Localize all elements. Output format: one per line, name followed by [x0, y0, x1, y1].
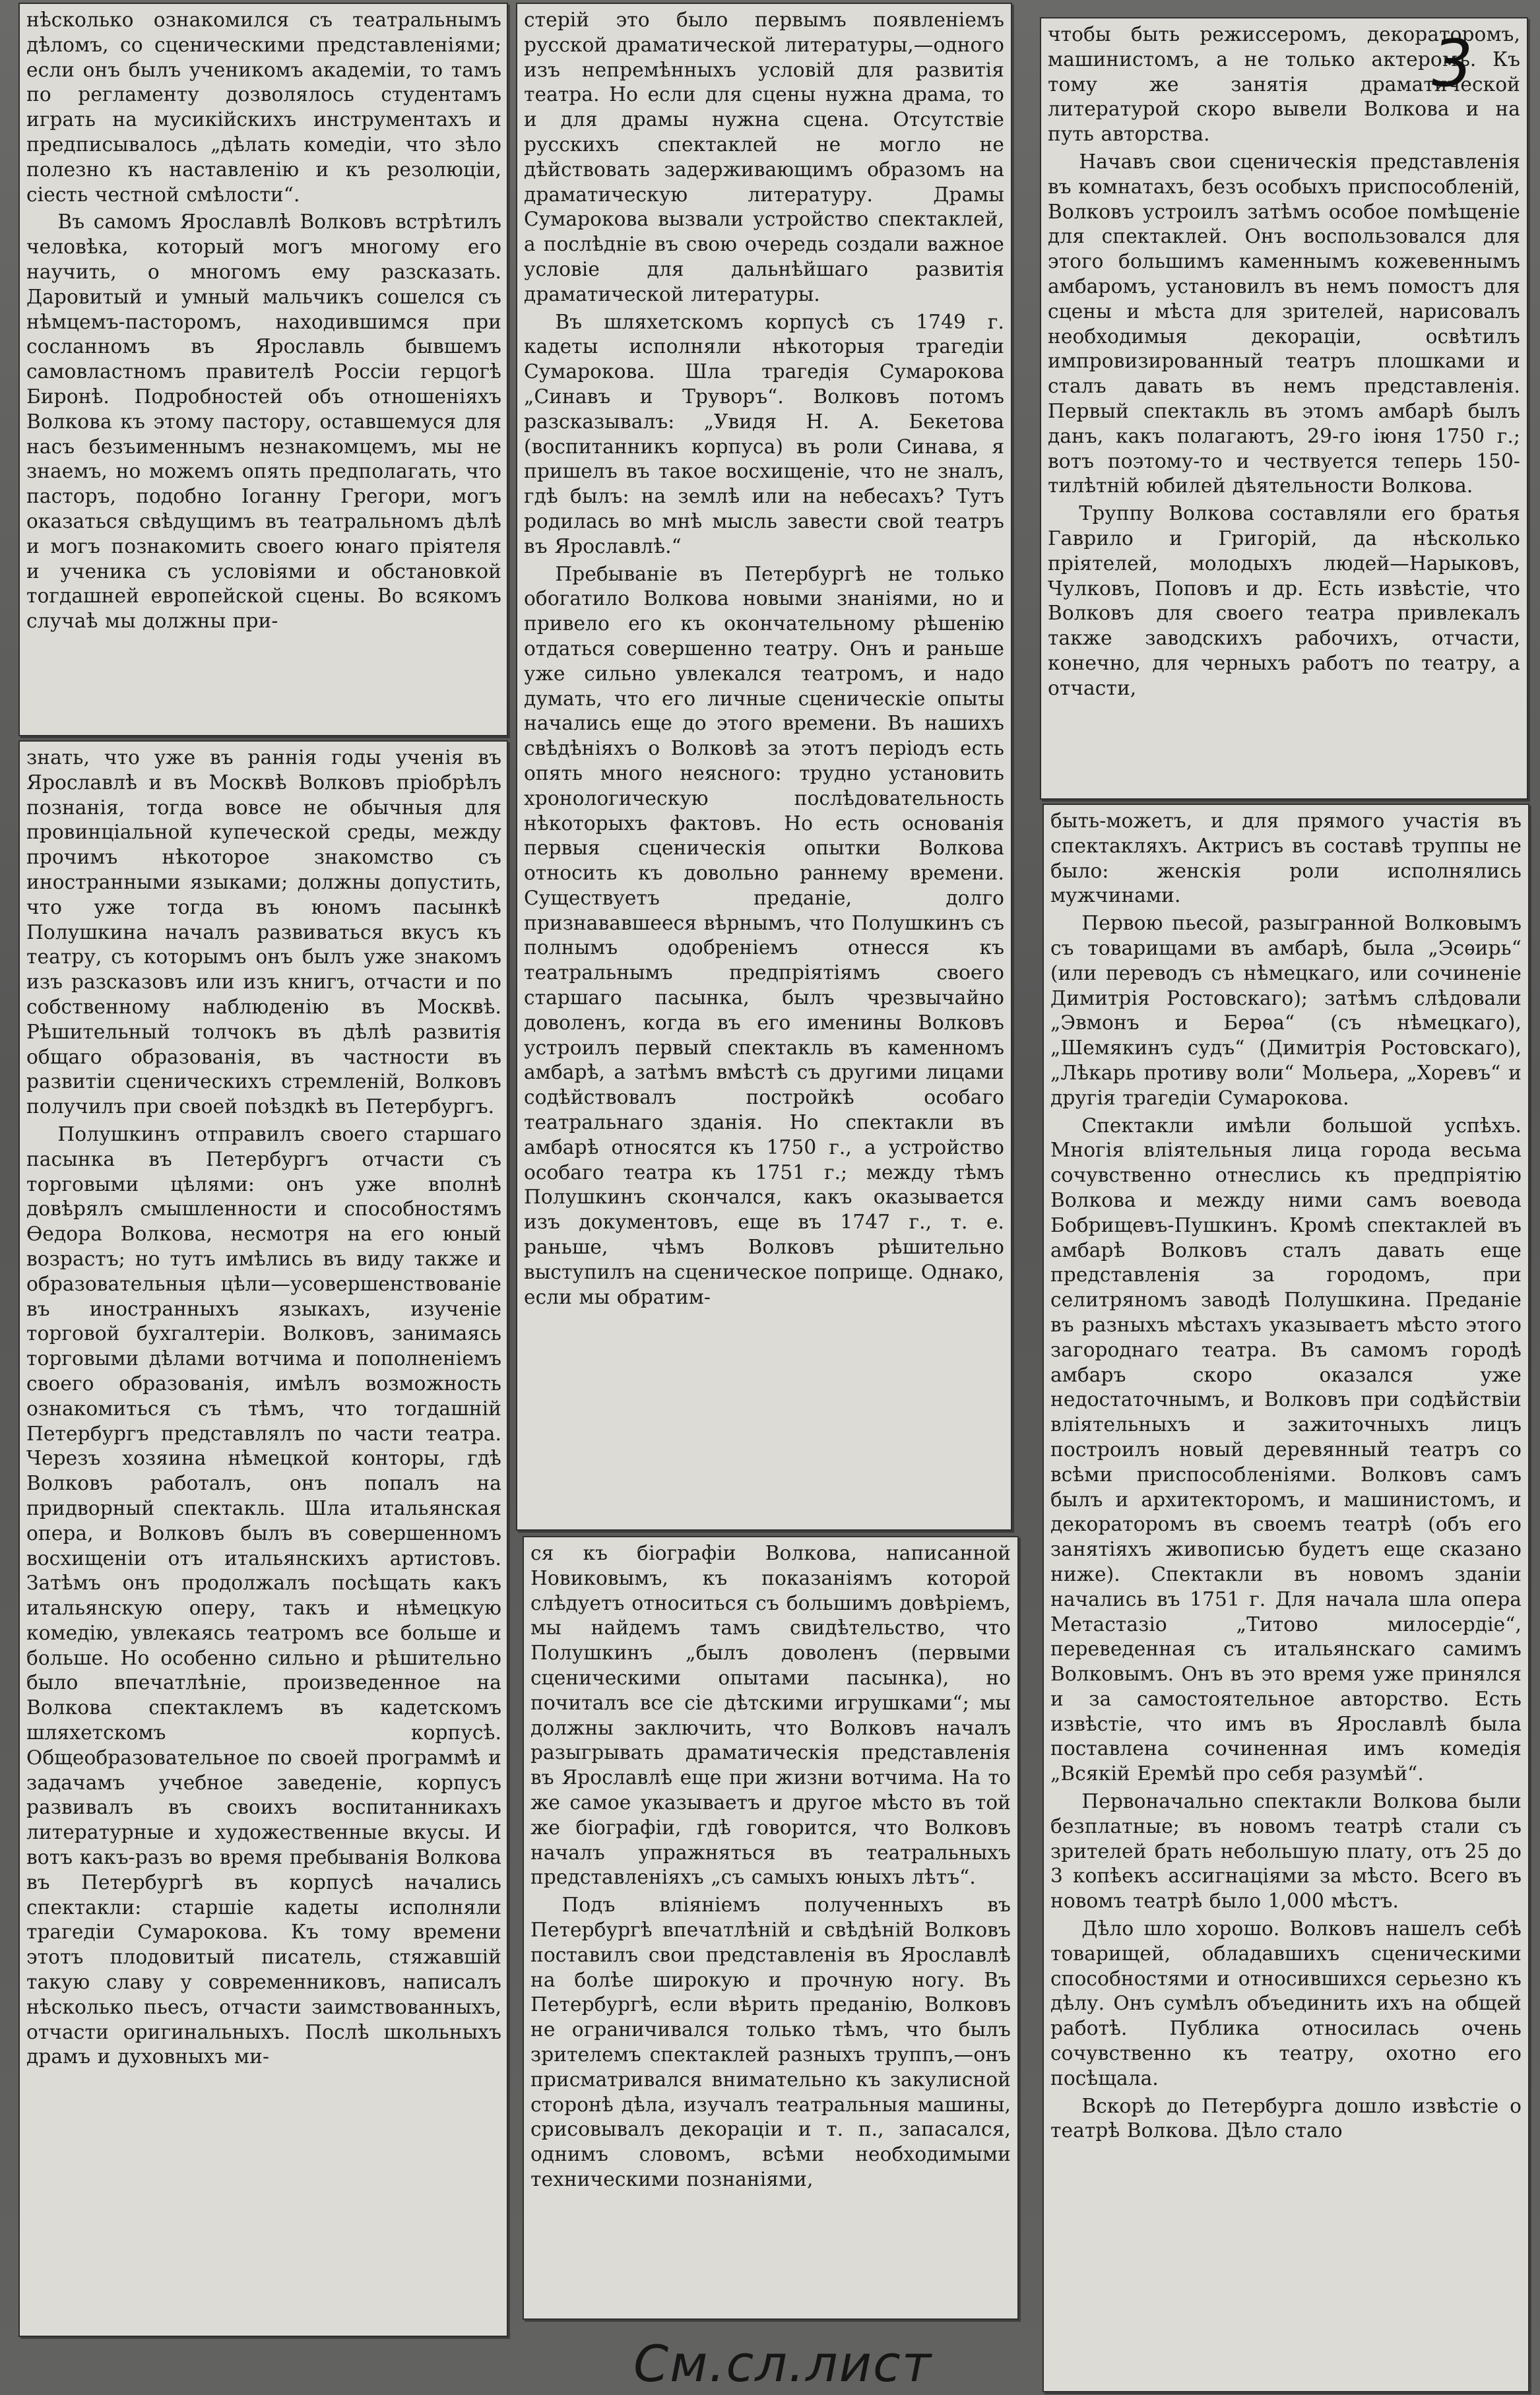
paragraph: Пребываніе въ Петербургѣ не только обогатило Волкова новыми знаніями, но и привело его къ окончательному рѣшенію отдаться совершенно театру. Онъ и раньше уже сильно увлекался театромъ, и надо думать, что его личные сценическіе опыты начались еще до этого времени. Въ нашихъ свѣдѣніяхъ о Волковѣ за этотъ періодъ есть опять много неясного: трудно установить хронологическую послѣдовательность нѣкоторыхъ фактовъ. Но есть основанія первыя сценическія опытки Волкова относить къ довольно раннему времени. Существуетъ преданіе, долго признававшееся вѣрнымъ, что Полушкинъ съ полнымъ одобреніемъ отнесся къ театральнымъ предпріятіямъ своего старшаго пасынка, былъ чрезвычайно доволенъ, когда въ его именины Волковъ устроилъ первый спектакль въ каменномъ амбарѣ, а затѣмъ вмѣстѣ съ другими лицами содѣйствовалъ постройкѣ особаго театральнаго зданія. Но спектакли въ амбарѣ относятся къ 1750 г., а устройство особаго театра къ 1751 г.; между тѣмъ Полушкинъ скончался, какъ оказывается изъ документовъ, еще въ 1747 г., т. е. раньше, чѣмъ Волковъ рѣшительно выступилъ на сценическое поприще. Однако, если мы обратим-: [524, 562, 1004, 1308]
clipping-col2-upper: [516, 3, 1012, 1531]
paragraph: знать, что уже въ раннія годы ученія въ Ярославлѣ и въ Москвѣ Волковъ пріобрѣлъ познанія, тогда вовсе не обычныя для провинціальной купеческой среды, между прочимъ нѣкоторое знакомство съ иностранными языками; должны допустить, что уже тогда въ юномъ пасынкѣ Полушкина началъ развиваться вкусъ къ театру, съ которымъ онъ былъ уже знакомъ изъ разсказовъ или изъ книгъ, отчасти и по собственному наблюденію въ Москвѣ. Рѣшительный толчокъ въ дѣлѣ развитія общаго образованія, въ частности въ развитіи сценическихъ стремленій, Волковъ получилъ при своей поѣздкѣ въ Петербургъ.: [26, 746, 501, 1118]
paragraph: Дѣло шло хорошо. Волковъ нашелъ себѣ товарищей, обладавшихъ сценическими способностями и относившихся серьезно къ дѣлу. Онъ сумѣлъ объединить ихъ на общей работѣ. Публика относилась очень сочувственно къ театру, охотно его посѣщала.: [1050, 1917, 1522, 2090]
paragraph: Труппу Волкова составляли его братья Гаврило и Григорій, да нѣсколько пріятелей, молодыхъ людей—Нарыковъ, Чулковъ, Поповъ и др. Есть извѣстіе, что Волковъ для своего театра привлекалъ также заводскихъ рабочихъ, отчасти, конечно, для черныхъ работъ по театру, а отчасти,: [1048, 502, 1520, 699]
clipping-col1-lower: [18, 740, 508, 2337]
paragraph: Въ самомъ Ярославлѣ Волковъ встрѣтилъ человѣка, который могъ многому его научить, о многомъ ему разсказать. Даровитый и умный мальчикъ сошелся съ нѣмцемъ-пасторомъ, находившимся при сосланномъ въ Ярославль бывшемъ самовластномъ правителѣ Россіи герцогѣ Биронѣ. Подробностей объ отношеніяхъ Волкова къ этому пастору, оставшемуся для насъ безъименнымъ незнакомцемъ, мы не знаемъ, но можемъ опять предполагать, что пасторъ, подобно Іоганну Грегори, могъ оказаться свѣдущимъ въ театральномъ дѣлѣ и могъ познакомить своего юнаго пріятеля и ученика съ условіями и обстановкой тогдашней европейской сцены. Во всякомъ случаѣ мы должны при-: [26, 210, 501, 633]
clipping-col3-upper: [1040, 17, 1528, 800]
clipping-col1-upper: [18, 3, 508, 736]
paragraph: ся къ біографіи Волкова, написанной Новиковымъ, къ показаніямъ которой слѣдуетъ относиться съ большимъ довѣріемъ, мы найдемъ тамъ свидѣтельство, что Полушкинъ „былъ доволенъ (первыми сценическими опытами пасынка), но почиталъ все сіе дѣтскими игрушками“; мы должны заключить, что Волковъ началъ разыгрывать драматическія представленія въ Ярославлѣ еще при жизни вотчима. На то же самое указываетъ и другое мѣсто въ той же біографіи, гдѣ говорится, что Волковъ началъ упражняться въ театральныхъ представленіяхъ „съ самыхъ юныхъ лѣтъ“.: [530, 1542, 1011, 1889]
handwritten-note: См.сл.лист: [633, 2334, 933, 2393]
paragraph: быть-можетъ, и для прямого участія въ спектакляхъ. Актрисъ въ составѣ труппы не было: женскія роли исполнялись мужчинами.: [1050, 810, 1522, 907]
paragraph: Начавъ свои сценическія представленія въ комнатахъ, безъ особыхъ приспособленій, Волковъ устроилъ затѣмъ особое помѣщеніе для спектаклей. Онъ воспользовался для этого большимъ каменнымъ кожевеннымъ амбаромъ, установилъ въ немъ помостъ для сцены и мѣста для зрителей, нарисовалъ необходимыя декораціи, освѣтилъ импровизированный театръ плошками и сталъ давать въ немъ представленія. Первый спектакль въ этомъ амбарѣ былъ данъ, какъ полагаютъ, 29-го іюня 1750 г.; вотъ поэтому-то и чествуется теперь 150-тилѣтній юбилей дѣятельности Волкова.: [1048, 150, 1520, 497]
paragraph: нѣсколько ознакомился съ театральнымъ дѣломъ, со сценическими представленіями; если онъ былъ ученикомъ академіи, то тамъ по регламенту дозволялось студентамъ играть на мусикійскихъ инструментахъ и предписывалось „дѣлать комедіи, что зѣло полезно къ наставленію и къ резолюціи, сіесть честной смѣлости“.: [26, 9, 501, 206]
paragraph: чтобы быть режиссеромъ, декораторомъ, машинистомъ, а не только актеромъ. Къ тому же занятія драматической литературой скоро вывели Волкова и на путь авторства.: [1048, 23, 1520, 146]
paragraph: Первоначально спектакли Волкова были безплатные; въ новомъ театрѣ стали съ зрителей брать небольшую плату, отъ 25 до 3 копѣекъ ассигнаціями за мѣсто. Всего въ новомъ театрѣ было 1,000 мѣстъ.: [1050, 1790, 1522, 1913]
paragraph: Первою пьесой, разыгранной Волковымъ съ товарищами въ амбарѣ, была „Эсѳирь“ (или переводъ съ нѣмецкаго, или сочиненіе Димитрія Ростовскаго); затѣмъ слѣдовали „Эвмонъ и Берѳа“ (съ нѣмецкаго), „Шемякинъ судъ“ (Димитрія Ростовскаго), „Лѣкарь противу воли“ Мольера, „Хоревъ“ и другія трагедіи Сумарокова.: [1050, 912, 1522, 1109]
handwritten-page-number: 3: [1432, 26, 1473, 102]
paragraph: Полушкинъ отправилъ своего старшаго пасынка въ Петербургъ отчасти съ торговыми цѣлями: онъ уже вполнѣ довѣрялъ смышленности и способностямъ Ѳедора Волкова, несмотря на его юный возрастъ; но тутъ имѣлись въ виду также и образовательныя цѣли—усовершенствованіе въ иностранныхъ языкахъ, изученіе торговой бухгалтеріи. Волковъ, занимаясь торговыми дѣлами вотчима и пополненіемъ своего образованія, имѣлъ возможность ознакомиться съ тѣмъ, что тогдашній Петербургъ представлялъ по части театра. Черезъ хозяина нѣмецкой конторы, гдѣ Волковъ работалъ, онъ попалъ на придворный спектакль. Шла итальянская опера, и Волковъ былъ въ совершенномъ восхищеніи отъ итальянскихъ артистовъ. Затѣмъ онъ продолжалъ посѣщать какъ итальянскую оперу, такъ и нѣмецкую комедію, увлекаясь театромъ все больше и больше. Но особенно сильно и рѣшительно было впечатлѣніе, произведенное на Волкова спектаклемъ въ кадетскомъ шляхетскомъ корпусѣ. Общеобразовательное по своей программѣ и задачамъ учебное заведеніе, корпусъ развивалъ въ своихъ воспитанникахъ литературные и художественные вкусы. И вотъ какъ-разъ во время пребыванія Волкова въ Петербургѣ въ корпусѣ начались спектакли: старшіе кадеты исполняли трагедіи Сумарокова. Къ тому времени этотъ плодовитый писатель, стяжавшій такую славу у современниковъ, написалъ нѣсколько пьесъ, отчасти заимствованныхъ, отчасти оригинальныхъ. Послѣ школьныхъ драмъ и духовныхъ ми-: [26, 1122, 501, 2068]
paragraph: Подъ вліяніемъ полученныхъ въ Петербургѣ впечатлѣній и свѣдѣній Волковъ поставилъ свои представленія въ Ярославлѣ на болѣе широкую и прочную ногу. Въ Петербургѣ, если вѣрить преданію, Волковъ не ограничивался только тѣмъ, что былъ зрителемъ спектаклей разныхъ труппъ,—онъ присматривался внимательно къ закулисной сторонѣ дѣла, изучалъ театральныя машины, срисовывалъ декораціи и т. п., запасался, однимъ словомъ, всѣми необходимыми техническими познаніями,: [530, 1894, 1011, 2190]
clipping-col2-lower: [523, 1536, 1019, 2320]
paragraph: Въ шляхетскомъ корпусѣ съ 1749 г. кадеты исполняли нѣкоторыя трагедіи Сумарокова. Шла трагедія Сумарокова „Синавъ и Труворъ“. Волковъ потомъ разсказывалъ: „Увидя Н. А. Бекетова (воспитанникъ корпуса) въ роли Синава, я пришелъ въ такое восхищеніе, что не зналъ, гдѣ былъ: на землѣ или на небесахъ? Тутъ родилась во мнѣ мысль завести свой театръ въ Ярославлѣ.“: [524, 310, 1004, 558]
paragraph: Спектакли имѣли большой успѣхъ. Многія вліятельныя лица города весьма сочувственно отнеслись къ предпріятію Волкова и между ними самъ воевода Бобрищевъ-Пушкинъ. Кромѣ спектаклей въ амбарѣ Волковъ сталъ давать еще представленія за городомъ, при селитряномъ заводѣ Полушкина. Преданіе въ разныхъ мѣстахъ указываетъ мѣсто этого загороднаго театра. Въ самомъ городѣ амбаръ скоро оказался уже недостаточнымъ, и Волковъ при содѣйствіи вліятельныхъ и зажиточныхъ лицъ построилъ новый деревянный театръ со всѣми приспособленіями. Волковъ самъ былъ и архитекторомъ, и машинистомъ, и декораторомъ въ своемъ театрѣ (объ его занятіяхъ живописью будетъ еще сказано ниже). Спектакли въ новомъ зданіи начались въ 1751 г. Для начала шла опера Метастазіо „Титово милосердіе“, переведенная съ итальянскаго самимъ Волковымъ. Онъ въ это время уже принялся и за самостоятельное авторство. Есть извѣстіе, что имъ въ Ярославлѣ была поставлена сочиненная имъ комедія „Всякій Еремѣй про себя разумѣй“.: [1050, 1114, 1522, 1785]
paragraph: Вскорѣ до Петербурга дошло извѣстіе о театрѣ Волкова. Дѣло стало: [1050, 2094, 1522, 2142]
paragraph: стерій это было первымъ появленіемъ русской драматической литературы,—одного изъ непремѣнныхъ условій для развитія театра. Но если для сцены нужна драма, то и для драмы нужна сцена. Отсутствіе русскихъ спектаклей не могло не дѣйствовать задерживающимъ образомъ на драматическую литературу. Драмы Сумарокова вызвали устройство спектаклей, а послѣдніе въ свою очередь создали важное условіе для дальнѣйшаго развитія драматической литературы.: [524, 9, 1004, 305]
clipping-col3-lower: [1043, 804, 1529, 2392]
